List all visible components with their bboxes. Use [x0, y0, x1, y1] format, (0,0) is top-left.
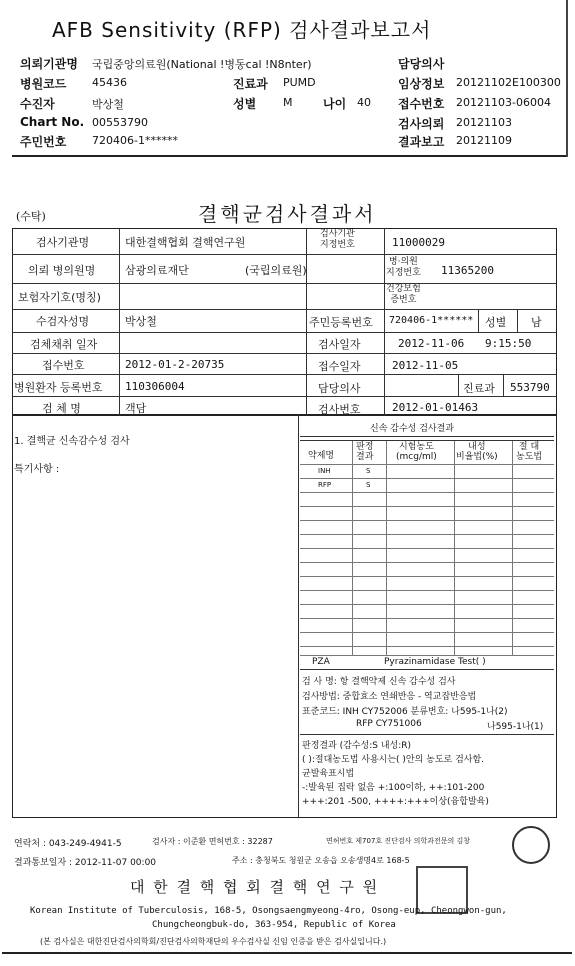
- label-specimen: 검 체 명: [42, 402, 81, 415]
- org-name-korean: 대 한 결 핵 협 회 결 핵 연 구 원: [130, 878, 380, 896]
- label-hospital-code: 병원코드: [20, 77, 67, 91]
- pza-line: [300, 669, 554, 670]
- label-hospital-name: 의뢰 병의원명: [28, 264, 96, 277]
- value-test-request: 20121103: [456, 116, 512, 129]
- footer-address: 주소 : 충청북도 청원군 오송읍 오송생명4로 168-5: [232, 856, 410, 865]
- value-result-report: 20121109: [456, 134, 512, 147]
- criteria-line-5: +++:201 -500, ++++:+++이상(융합발육): [302, 797, 489, 807]
- value-registration-no: 110306004: [125, 380, 185, 393]
- table-row-line: [300, 492, 554, 493]
- org-address-en-2: Chungcheongbuk-do, 363-954, Republic of Korea: [152, 920, 396, 930]
- header-absolute: 절 대 농도법: [516, 442, 543, 462]
- label-test-agency: 검사기관명: [36, 236, 90, 249]
- label-doctor: 담당의사: [398, 57, 445, 71]
- value-hospital-extra: (국립의료원): [245, 264, 307, 277]
- table-row-line: [300, 604, 554, 605]
- col-divider: [517, 309, 518, 332]
- panel-divider: [298, 414, 299, 818]
- method-divider: [300, 734, 554, 735]
- label-test-no: 검사번호: [318, 403, 361, 416]
- label-clinical-info: 임상정보: [398, 77, 445, 91]
- label-insurance-code: 건강보험 증번호: [386, 284, 421, 305]
- col-divider: [306, 228, 307, 416]
- label-agency-code: 검사기관 지정번호: [320, 229, 355, 250]
- col-divider: [503, 374, 504, 396]
- method-class-no-rfp: 나595-1나(1): [487, 722, 544, 732]
- footer-examiner: 검사자 : 이준환 면허번호 : 32287: [152, 837, 273, 846]
- value-requesting-org: 국립중앙의료원(National !병동cal !N8nter): [92, 58, 312, 71]
- label-attending-doctor: 담당의사: [318, 382, 361, 395]
- label-rrn: 주민번호: [20, 135, 67, 149]
- table-row-line: [300, 590, 554, 591]
- table-row-line: [300, 464, 554, 465]
- row-divider: [12, 254, 557, 255]
- value-dept-form: 553790: [510, 381, 550, 394]
- method-standard-code-rfp: RFP CY751006: [356, 719, 422, 729]
- value-receipt-date: 2012-11-05: [392, 359, 459, 372]
- col-divider: [119, 228, 120, 416]
- col-divider: [458, 374, 459, 396]
- label-insurance: 보험자기호(명칭): [18, 291, 101, 304]
- method-test-name: 검 사 명: 항 결핵약제 신속 감수성 검사: [302, 677, 456, 687]
- table-top-line: [300, 436, 554, 437]
- header-concentration: 시험농도 (mcg/ml): [396, 442, 437, 462]
- table-top-line: [300, 440, 554, 441]
- label-test-request: 검사의뢰: [398, 117, 445, 131]
- org-address-en-1: Korean Institute of Tuberculosis, 168-5, Osongsaengmyeong-4ro, Osong-eup, Cheongwon-gun,: [30, 906, 507, 916]
- report-title: AFB Sensitivity (RFP) 검사결과보고서: [52, 18, 432, 42]
- label-test-date: 검사일자: [318, 338, 361, 351]
- header-right-border: [566, 0, 568, 157]
- value-test-time: 9:15:50: [485, 337, 532, 350]
- header-proportion: 내성 비율법(%): [456, 442, 498, 462]
- header-drug-name: 약제명: [308, 451, 335, 461]
- criteria-line-4: -:발육된 집락 없음 +:100이하, ++:101-200: [302, 783, 485, 793]
- table-row-line: [300, 562, 554, 563]
- value-sex-form: 남: [531, 316, 542, 329]
- label-hospital-code: 병·의원 지정번호: [386, 257, 421, 278]
- table-row-line: [300, 646, 554, 647]
- table-row-line: [300, 655, 554, 656]
- value-agency-code: 11000029: [392, 236, 445, 249]
- row-divider: [12, 374, 557, 375]
- pza-label: PZA: [312, 657, 330, 667]
- result-inh: S: [366, 467, 371, 475]
- label-patient-name: 수검자성명: [36, 315, 90, 328]
- certification-note: (본 검사실은 대한진단검사의학회/진단검사의학재단의 우수검사실 신임 인증을 받은 검사실입니다.): [40, 937, 387, 946]
- table-col-line: [454, 441, 455, 655]
- criteria-line-1: 판정결과 (감수성:S 내성:R): [302, 741, 412, 751]
- table-row-line: [300, 478, 554, 479]
- method-description: 검사방법: 중합효소 연쇄반응 - 역교잡반응법: [302, 692, 477, 702]
- label-collection-date: 검체채취 일자: [30, 338, 98, 351]
- drug-rfp: RFP: [318, 481, 332, 489]
- value-receipt-no-form: 2012-01-2-20735: [125, 358, 225, 371]
- label-result-report: 결과보고: [398, 135, 445, 149]
- value-patient: 박상철: [92, 98, 124, 111]
- value-receipt-no: 20121103-06004: [456, 96, 551, 109]
- table-row-line: [300, 632, 554, 633]
- label-receipt-no: 접수번호: [398, 97, 445, 111]
- page-bottom-line: [2, 952, 572, 954]
- footer-phone: 연락처 : 043-249-4941-5: [14, 839, 122, 849]
- table-col-line: [352, 441, 353, 655]
- label-requesting-org: 의뢰기관명: [20, 57, 78, 71]
- table-row-line: [300, 618, 554, 619]
- table-row-line: [300, 506, 554, 507]
- col-divider: [384, 228, 385, 416]
- label-sex: 성별: [233, 97, 257, 111]
- result-rfp: S: [366, 481, 371, 489]
- label-chart-no: Chart No.: [20, 115, 85, 129]
- footer-license: 면허번호 제707호 진단검사 의학과전문의 김창: [326, 837, 470, 845]
- value-hospital-code: 45436: [92, 76, 127, 89]
- table-row-line: [300, 576, 554, 577]
- table-col-line: [512, 441, 513, 655]
- row-divider: [12, 396, 557, 397]
- label-dept-form: 진료과: [463, 382, 495, 395]
- label-age: 나이: [323, 97, 347, 111]
- row-divider: [12, 283, 557, 284]
- header-result: 판정 결과: [356, 442, 374, 462]
- value-hospital-code-form: 11365200: [441, 264, 494, 277]
- value-clinical-info: 20121102E100300: [456, 76, 561, 89]
- value-test-no: 2012-01-01463: [392, 401, 479, 414]
- criteria-line-3: 균발육표시법: [302, 769, 355, 779]
- row-divider: [12, 332, 557, 333]
- table-row-line: [300, 548, 554, 549]
- value-hospital-name: 삼광의료재단: [125, 264, 189, 277]
- row-divider: [12, 309, 557, 310]
- label-department: 진료과: [233, 77, 268, 91]
- pza-value: Pyrazinamidase Test( ): [384, 657, 486, 667]
- form-corner-label: (수탁): [16, 210, 46, 223]
- value-patient-name: 박상철: [125, 315, 157, 328]
- table-row-line: [300, 534, 554, 535]
- result-table-caption: 신속 감수성 검사결과: [370, 424, 454, 434]
- round-seal-icon: [512, 826, 550, 864]
- label-patient: 수진자: [20, 97, 55, 111]
- value-chart-no: 00553790: [92, 116, 148, 129]
- table-col-line: [386, 441, 387, 655]
- label-receipt-date: 접수일자: [318, 360, 361, 373]
- value-age: 40: [357, 96, 371, 109]
- label-rrn-form: 주민등록번호: [309, 316, 373, 329]
- special-notes-label: 특기사항 :: [14, 464, 60, 475]
- value-specimen: 객담: [125, 402, 147, 415]
- header-divider: [12, 155, 568, 157]
- value-test-agency: 대한결핵협회 결핵연구원: [125, 236, 246, 249]
- footer-report-date: 결과통보일자 : 2012-11-07 00:00: [14, 858, 157, 868]
- col-divider: [478, 309, 479, 332]
- value-department: PUMD: [283, 76, 316, 89]
- row-divider: [12, 353, 557, 354]
- value-rrn: 720406-1******: [92, 134, 178, 147]
- label-sex-form: 성별: [485, 316, 507, 329]
- method-standard-code: 표준코드: INH CY752006 분류번호: 나595-1나(2): [302, 707, 508, 717]
- rapid-test-heading: 1. 결핵균 신속감수성 검사: [14, 436, 130, 447]
- value-test-date: 2012-11-06: [398, 337, 465, 350]
- form-title: 결핵균검사결과서: [198, 202, 377, 226]
- table-row-line: [300, 520, 554, 521]
- criteria-line-2: ( ):절대농도법 사용시는( )안의 농도로 검사함.: [302, 755, 485, 765]
- label-registration-no: 병원환자 등록번호: [14, 381, 103, 394]
- label-receipt-no-form: 접수번호: [42, 359, 85, 372]
- drug-inh: INH: [318, 467, 331, 475]
- value-sex: M: [283, 96, 293, 109]
- value-rrn-form: 720406-1******: [389, 315, 474, 326]
